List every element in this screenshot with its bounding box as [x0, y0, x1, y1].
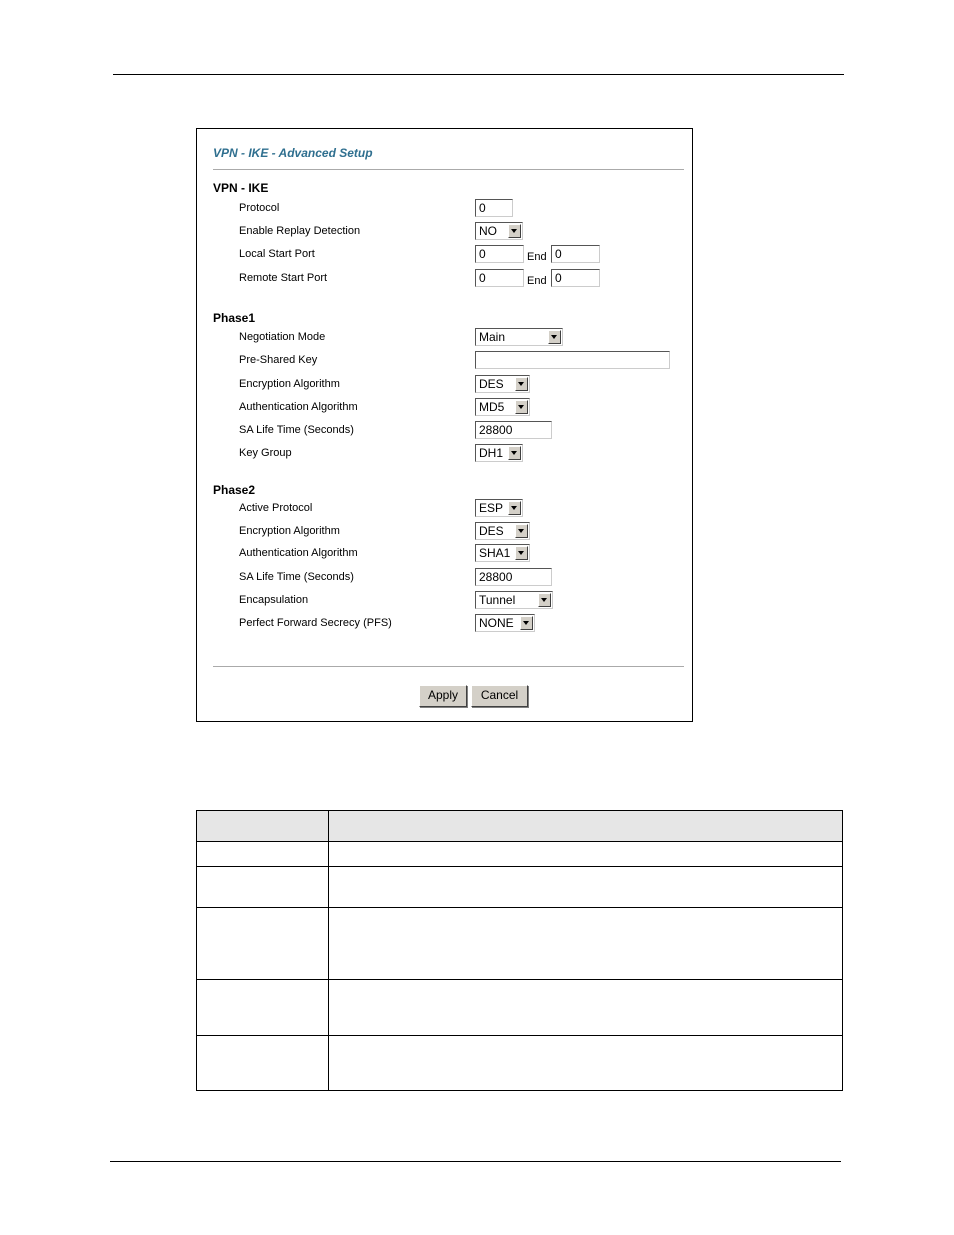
phase1-encryption-select[interactable] — [475, 375, 530, 393]
table-cell — [197, 867, 329, 908]
remote-start-port-input[interactable]: 0 — [475, 269, 524, 287]
local-end-port-input[interactable]: 0 — [551, 245, 600, 263]
footer-divider — [213, 666, 684, 667]
table-header-cell — [329, 811, 843, 842]
encapsulation-select[interactable] — [475, 591, 553, 609]
chevron-down-icon[interactable] — [515, 377, 528, 391]
phase2-encryption-select[interactable] — [475, 522, 530, 540]
table-cell — [329, 980, 843, 1036]
encapsulation-value: Tunnel — [479, 593, 516, 607]
table-header-row — [197, 811, 843, 842]
table-row — [197, 1036, 843, 1091]
panel-title: VPN - IKE - Advanced Setup — [213, 146, 373, 160]
key-group-select[interactable] — [475, 444, 523, 462]
chevron-down-icon[interactable] — [515, 546, 528, 560]
active-protocol-select[interactable] — [475, 499, 523, 517]
cancel-button[interactable]: Cancel — [471, 685, 528, 707]
chevron-down-icon[interactable] — [520, 616, 533, 630]
protocol-label: Protocol — [239, 202, 280, 214]
pfs-value: NONE — [479, 616, 514, 630]
chevron-down-icon[interactable] — [538, 593, 551, 607]
table-row — [197, 980, 843, 1036]
phase2-authentication-select[interactable] — [475, 544, 530, 562]
negotiation-mode-select[interactable] — [475, 328, 563, 346]
description-table — [196, 810, 843, 1091]
phase1-encryption-label: Encryption Algorithm — [239, 378, 340, 390]
phase2-sa-life-label: SA Life Time (Seconds) — [239, 571, 354, 583]
phase1-authentication-value: MD5 — [479, 400, 505, 414]
pre-shared-key-input[interactable] — [475, 351, 670, 369]
chevron-down-icon[interactable] — [508, 501, 521, 515]
table-cell — [329, 908, 843, 980]
key-group-value: DH1 — [479, 446, 504, 460]
table-row — [197, 842, 843, 867]
chevron-down-icon[interactable] — [508, 446, 521, 460]
table-header-cell — [197, 811, 329, 842]
table-cell — [197, 980, 329, 1036]
phase2-heading: Phase2 — [213, 483, 256, 497]
local-start-port-label: Local Start Port — [239, 248, 315, 260]
local-start-port-input[interactable]: 0 — [475, 245, 524, 263]
encapsulation-label: Encapsulation — [239, 594, 309, 606]
key-group-label: Key Group — [239, 447, 292, 459]
phase2-authentication-value: SHA1 — [479, 546, 511, 560]
phase1-heading: Phase1 — [213, 311, 256, 325]
pfs-label: Perfect Forward Secrecy (PFS) — [239, 617, 392, 629]
active-protocol-value: ESP — [479, 501, 504, 515]
table-cell — [329, 1036, 843, 1091]
table-cell — [197, 1036, 329, 1091]
replay-detection-label: Enable Replay Detection — [239, 225, 361, 237]
phase1-encryption-value: DES — [479, 377, 504, 391]
phase2-sa-life-input[interactable]: 28800 — [475, 568, 552, 586]
vpn-ike-heading: VPN - IKE — [213, 181, 269, 195]
table-cell — [197, 842, 329, 867]
remote-end-port-input[interactable]: 0 — [551, 269, 600, 287]
table-row — [197, 867, 843, 908]
protocol-input[interactable]: 0 — [475, 199, 513, 217]
chevron-down-icon[interactable] — [508, 224, 521, 238]
replay-detection-select[interactable] — [475, 222, 523, 240]
chevron-down-icon[interactable] — [548, 330, 561, 344]
title-divider — [213, 169, 684, 170]
page-footer-rule — [110, 1161, 841, 1162]
vpn-ike-advanced-panel — [196, 128, 693, 722]
table-cell — [329, 842, 843, 867]
phase1-authentication-label: Authentication Algorithm — [239, 401, 358, 413]
remote-start-port-label: Remote Start Port — [239, 272, 328, 284]
negotiation-mode-label: Negotiation Mode — [239, 331, 326, 343]
active-protocol-label: Active Protocol — [239, 502, 313, 514]
phase2-encryption-value: DES — [479, 524, 504, 538]
chevron-down-icon[interactable] — [515, 400, 528, 414]
remote-end-label: End — [527, 275, 547, 287]
table-cell — [329, 867, 843, 908]
chevron-down-icon[interactable] — [515, 524, 528, 538]
page-header-rule — [113, 74, 844, 75]
table-row — [197, 908, 843, 980]
local-end-label: End — [527, 251, 547, 263]
negotiation-mode-value: Main — [479, 330, 506, 344]
phase1-sa-life-input[interactable]: 28800 — [475, 421, 552, 439]
phase1-sa-life-label: SA Life Time (Seconds) — [239, 424, 354, 436]
pfs-select[interactable] — [475, 614, 535, 632]
phase2-encryption-label: Encryption Algorithm — [239, 525, 340, 537]
apply-button[interactable]: Apply — [419, 685, 467, 707]
replay-detection-value: NO — [479, 224, 497, 238]
phase2-authentication-label: Authentication Algorithm — [239, 547, 358, 559]
table-cell — [197, 908, 329, 980]
phase1-authentication-select[interactable] — [475, 398, 530, 416]
pre-shared-key-label: Pre-Shared Key — [239, 354, 318, 366]
